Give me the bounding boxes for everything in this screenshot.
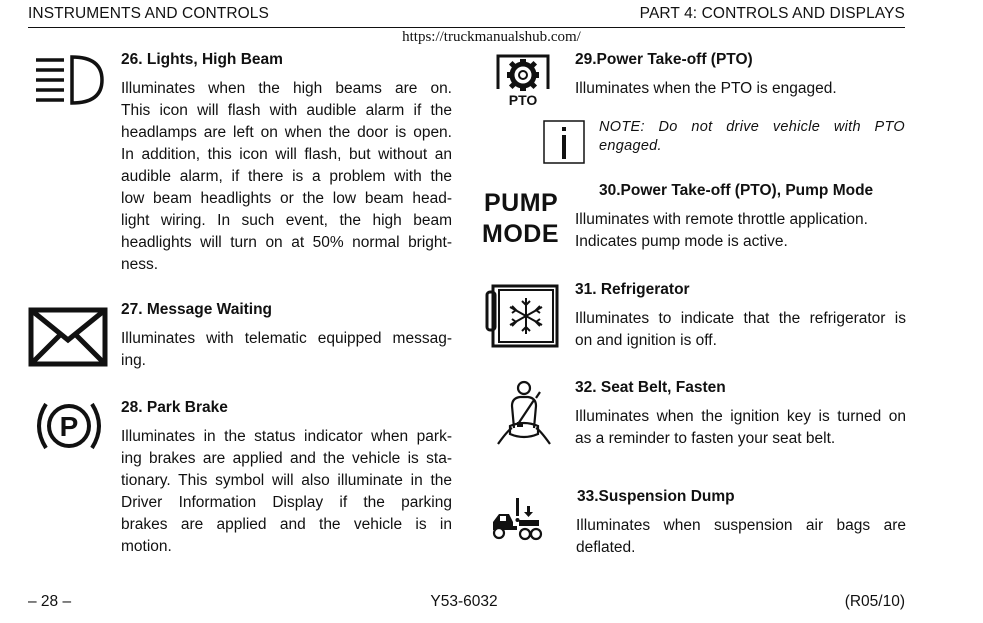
seat-belt-icon <box>496 380 552 448</box>
text-line: ing brakes are applied and the vehicle is sta- <box>121 450 452 467</box>
text-line: Illuminates with remote throttle application. <box>575 211 868 228</box>
note-line: NOTE: Do not drive vehicle with PTO <box>599 119 905 135</box>
text-line: tionary. This symbol will also illuminate in the <box>121 472 452 489</box>
pto-gear-icon <box>494 53 552 107</box>
pump-mode-text <box>575 209 868 253</box>
text-line: low beam headlights or the low beam head- <box>121 190 452 207</box>
text-line: In addition, this icon will flash, but without an <box>121 146 452 163</box>
suspension-text <box>576 515 906 559</box>
info-icon <box>543 120 585 164</box>
text-line: audible alarm, if there is a problem with the <box>121 168 452 185</box>
doc-number: Y53-6032 <box>430 593 498 610</box>
text-line: Driver Information Display if the parking <box>121 494 452 511</box>
pump-mode-icon <box>482 188 559 250</box>
text-line: ing. <box>121 352 146 369</box>
message-text <box>121 328 452 372</box>
text-line: Illuminates when the high beams are on. <box>121 80 452 97</box>
pto-label: PTO <box>508 92 538 107</box>
pto-title: 29.Power Take-off (PTO) <box>575 51 753 68</box>
text-line: headlights will turn on at 50% normal bright- <box>121 234 452 251</box>
high-beam-text <box>121 78 452 276</box>
text-line: headlamps are left on when the door is open. <box>121 124 452 141</box>
high-beam-icon <box>34 54 104 106</box>
source-url[interactable]: https://truckmanualshub.com/ <box>402 29 581 45</box>
text-line: motion. <box>121 538 172 555</box>
text-line: deflated. <box>576 539 636 556</box>
pump-mode-icon-line: MODE <box>482 220 559 248</box>
park-brake-icon <box>34 400 104 452</box>
text-line: as a reminder to fasten your seat belt. <box>575 430 836 447</box>
text-line: Indicates pump mode is active. <box>575 233 788 250</box>
text-line: Illuminates when suspension air bags are <box>576 517 906 534</box>
text-line: ness. <box>121 256 159 273</box>
note-line: engaged. <box>599 138 662 154</box>
message-title: 27. Message Waiting <box>121 301 273 318</box>
park-brake-title: 28. Park Brake <box>121 399 228 416</box>
text-line: Illuminates in the status indicator when park- <box>121 428 452 445</box>
suspension-title: 33.Suspension Dump <box>577 488 735 505</box>
header-right: PART 4: CONTROLS AND DISPLAYS <box>639 5 905 22</box>
text-line: Illuminates when the PTO is engaged. <box>575 80 837 97</box>
park-brake-text <box>121 426 452 558</box>
text-line: light wiring. In such event, the high beam <box>121 212 452 229</box>
envelope-icon <box>28 307 108 367</box>
text-line: brakes are applied and the vehicle is in <box>121 516 452 533</box>
park-brake-letter: P <box>59 411 79 442</box>
header-left: INSTRUMENTS AND CONTROLS <box>28 5 269 22</box>
high-beam-title: 26. Lights, High Beam <box>121 51 283 68</box>
suspension-dump-icon <box>489 496 545 542</box>
text-line: on and ignition is off. <box>575 332 717 349</box>
refrigerator-text <box>575 308 906 352</box>
page-number: – 28 – <box>28 593 72 610</box>
pto-text <box>575 78 837 100</box>
pump-mode-icon-line: PUMP <box>484 189 559 217</box>
refrigerator-title: 31. Refrigerator <box>575 281 690 298</box>
text-line: Illuminates with telematic equipped messag- <box>121 330 452 347</box>
text-line: Illuminates to indicate that the refrigerator is <box>575 310 906 327</box>
text-line: This icon will flash with audible alarm if the <box>121 102 452 119</box>
text-line: Illuminates when the ignition key is turned on <box>575 408 906 425</box>
header-rule <box>28 27 905 28</box>
pto-note <box>599 118 905 156</box>
seat-belt-text <box>575 406 906 450</box>
seat-belt-title: 32. Seat Belt, Fasten <box>575 379 726 396</box>
refrigerator-icon <box>485 284 559 348</box>
pump-mode-title: 30.Power Take-off (PTO), Pump Mode <box>599 182 874 199</box>
revision: (R05/10) <box>844 593 905 610</box>
